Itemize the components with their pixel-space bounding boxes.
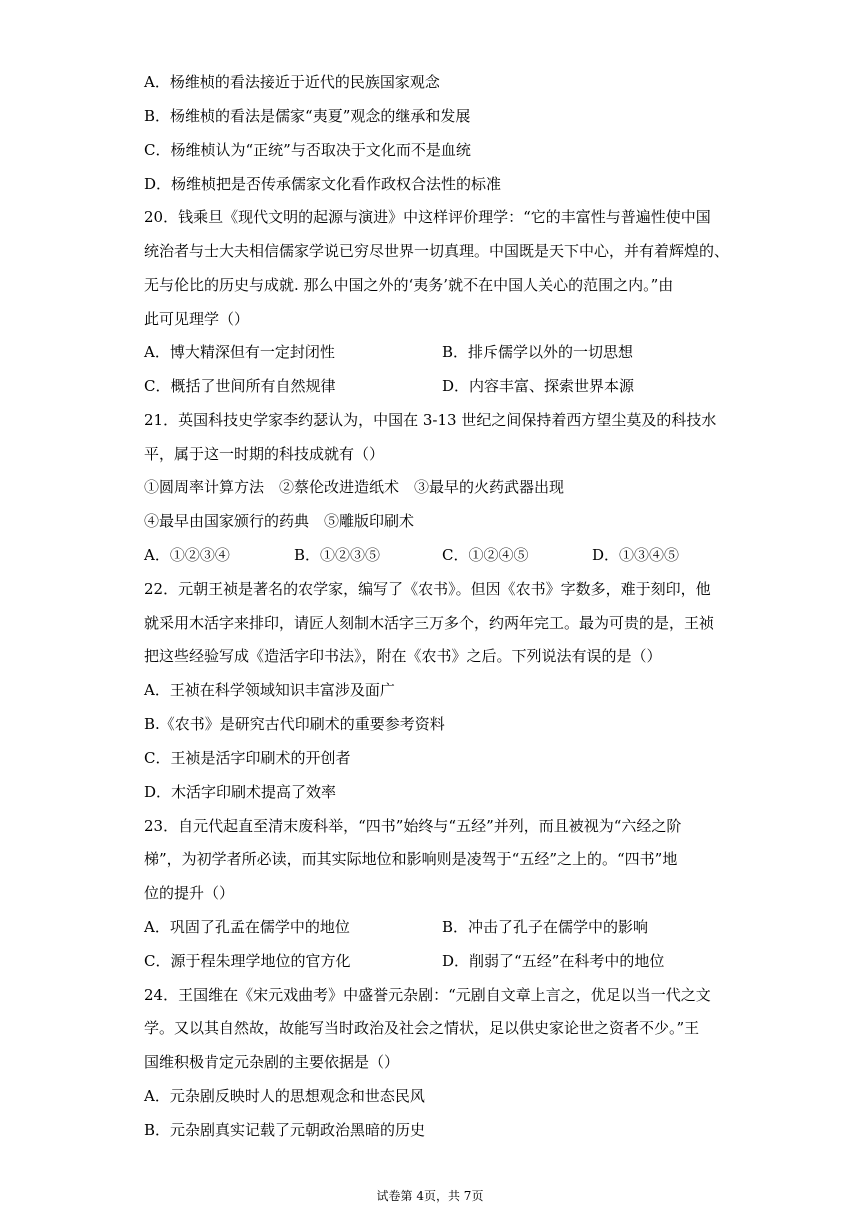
- q22-option-c: C．王祯是活字印刷术的开创者: [144, 749, 351, 767]
- q19-option-b: B．杨维桢的看法是儒家“夷夏”观念的继承和发展: [144, 107, 471, 125]
- q21-option-a: A．①②③④: [144, 546, 230, 564]
- q22-option-d: D．木活字印刷术提高了效率: [144, 783, 337, 801]
- q22-stem-line: 就采用木活字来排印，请匠人刻制木活字三万多个，约两年完工。最为可贵的是，王祯: [144, 614, 715, 632]
- q22-stem-line: 22．元朝王祯是著名的农学家，编写了《农书》。但因《农书》字数多，难于刻印，他: [144, 580, 711, 598]
- q23-stem-line: 23．自元代起直至清末废科举，“四书”始终与“五经”并列，而且被视为“六经之阶: [144, 817, 682, 835]
- q22-option-a: A．王祯在科学领域知识丰富涉及面广: [144, 681, 395, 699]
- q22-option-b: B.《农书》是研究古代印刷术的重要参考资料: [144, 715, 445, 733]
- q21-stem-line: 21．英国科技史学家李约瑟认为，中国在 3-13 世纪之间保持着西方望尘莫及的科技水: [144, 411, 717, 429]
- q19-option-a: A．杨维桢的看法接近于近代的民族国家观念: [144, 73, 440, 91]
- q19-option-d: D．杨维桢把是否传承儒家文化看作政权合法性的标准: [144, 175, 502, 193]
- q20-stem-line: 无与伦比的历史与成就. 那么中国之外的‘夷务’就不在中国人关心的范围之内。”由: [144, 276, 674, 294]
- q21-items-line: ④最早由国家颁行的药典 ⑤雕版印刷术: [144, 512, 415, 530]
- q23-option-b: B．冲击了孔子在儒学中的影响: [442, 918, 649, 936]
- q22-stem-line: 把这些经验写成《造活字印书法》，附在《农书》之后。下列说法有误的是（）: [144, 647, 662, 665]
- q20-option-c: C．概括了世间所有自然规律: [144, 377, 336, 395]
- q24-stem-line: 国维积极肯定元杂剧的主要依据是（）: [144, 1053, 400, 1071]
- q20-stem-line: 统治者与士大夫相信儒家学说已穷尽世界一切真理。中国既是天下中心，并有着辉煌的、: [144, 242, 730, 260]
- q23-option-c: C．源于程朱理学地位的官方化: [144, 952, 351, 970]
- q20-option-a: A．博大精深但有一定封闭性: [144, 343, 335, 361]
- q21-items-line: ①圆周率计算方法 ②蔡伦改进造纸术 ③最早的火药武器出现: [144, 478, 565, 496]
- q20-option-d: D．内容丰富、探索世界本源: [442, 377, 635, 395]
- q21-option-b: B．①②③⑤: [294, 546, 381, 564]
- q24-option-b: B．元杂剧真实记载了元朝政治黑暗的历史: [144, 1121, 426, 1139]
- q23-stem-line: 梯”，为初学者所必读，而其实际地位和影响则是凌驾于“五经”之上的。“四书”地: [144, 850, 678, 868]
- q20-stem-line: 此可见理学（）: [144, 310, 250, 328]
- q23-option-d: D．削弱了“五经”在科考中的地位: [442, 952, 665, 970]
- q21-option-d: D．①③④⑤: [592, 546, 680, 564]
- q21-option-c: C．①②④⑤: [442, 546, 529, 564]
- q23-option-a: A．巩固了孔孟在儒学中的地位: [144, 918, 350, 936]
- page-footer: 试卷第 4页，共 7页: [376, 1189, 484, 1203]
- q24-stem-line: 24．王国维在《宋元戏曲考》中盛誉元杂剧：“元剧自文章上言之，优足以当一代之文: [144, 986, 711, 1004]
- q20-option-b: B．排斥儒学以外的一切思想: [442, 343, 634, 361]
- q21-stem-line: 平，属于这一时期的科技成就有（）: [144, 445, 385, 463]
- q20-stem-line: 20．钱乘旦《现代文明的起源与演进》中这样评价理学：“它的丰富性与普遍性使中国: [144, 208, 711, 226]
- q24-stem-line: 学。又以其自然故，故能写当时政治及社会之情状，足以供史家论世之资者不少。”王: [144, 1019, 700, 1037]
- q19-option-c: C．杨维桢认为“正统”与否取决于文化而不是血统: [144, 141, 471, 159]
- q23-stem-line: 位的提升（）: [144, 884, 235, 902]
- q24-option-a: A．元杂剧反映时人的思想观念和世态民风: [144, 1087, 425, 1105]
